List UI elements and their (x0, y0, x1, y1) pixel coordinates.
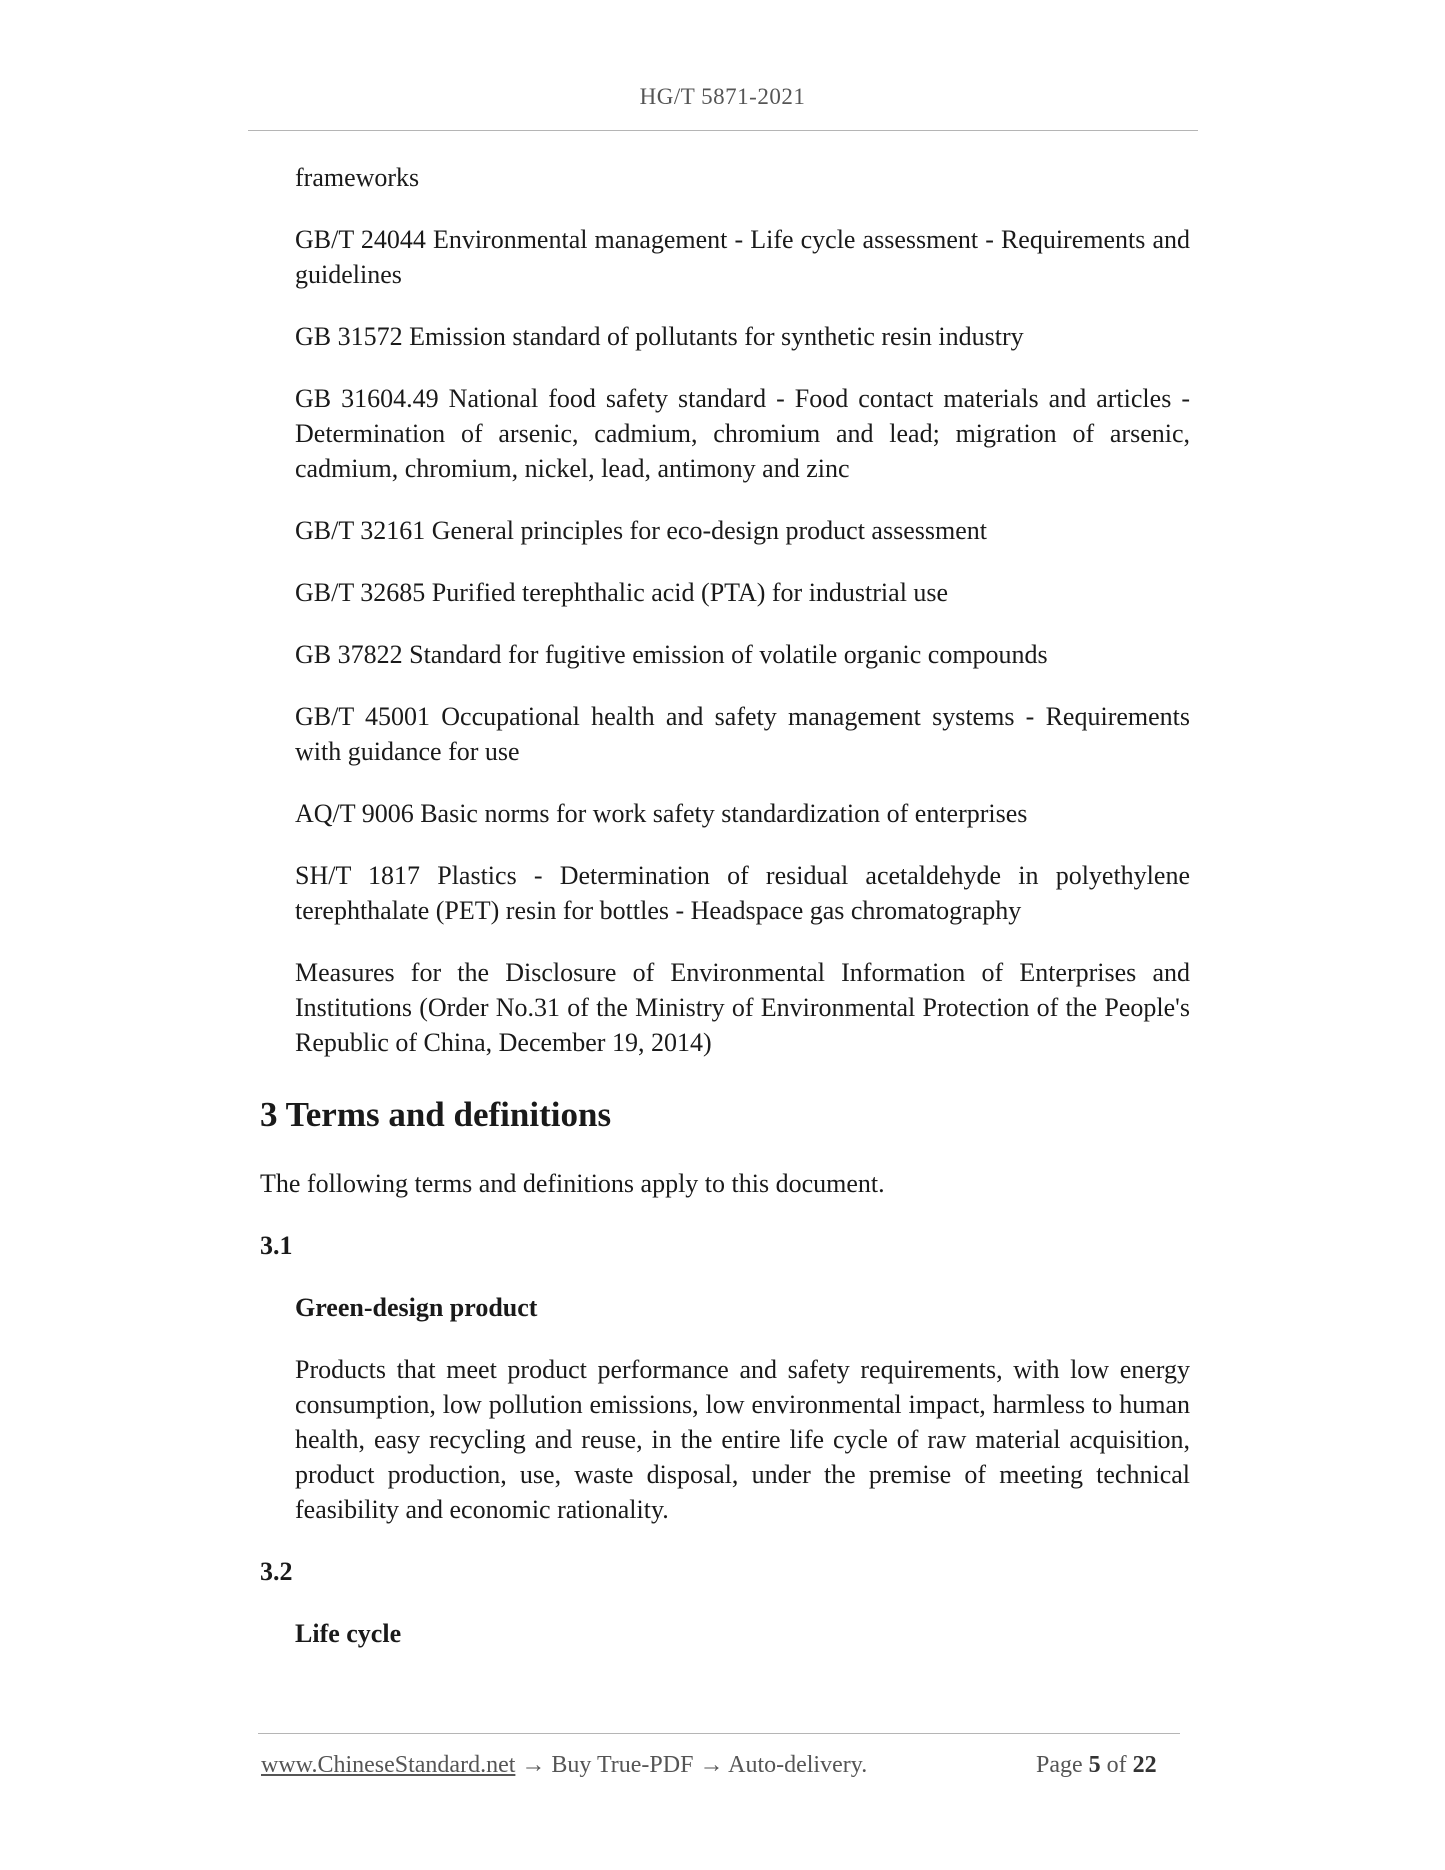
page-label: Page (1036, 1752, 1083, 1778)
total-page-number: 22 (1132, 1752, 1157, 1778)
page-of-label: of (1106, 1752, 1127, 1778)
page-indicator (1036, 1752, 1157, 1779)
footer-promo (261, 1752, 867, 1779)
reference-item: GB/T 32685 Purified terephthalic acid (PTA) for industrial use (295, 578, 949, 607)
reference-item: GB/T 45001 Occupational health and safety management systems - Requirements with guidance for use (295, 702, 1190, 766)
term-name: Life cycle (295, 1619, 402, 1648)
term-number: 3.2 (260, 1557, 293, 1586)
reference-item: GB/T 32161 General principles for eco-design product assessment (295, 516, 987, 545)
term-definition: Products that meet product performance and safety requirements, with low energy consumption, low pollution emissions, low environmental impact, harmless to human health, easy recycling and reuse, in the entire life cycle of raw material acquisition, product production, use, waste disposal, under the premise of meeting technical feasibility and economic rationality. (295, 1355, 1190, 1524)
term-number: 3.1 (260, 1231, 293, 1260)
reference-item: GB 37822 Standard for fugitive emission of volatile organic compounds (295, 640, 1048, 669)
reference-item: GB/T 24044 Environmental management - Life cycle assessment - Requirements and guidelines (295, 225, 1190, 289)
site-link[interactable]: www.ChineseStandard.net (261, 1752, 516, 1778)
reference-item: GB 31572 Emission standard of pollutants for synthetic resin industry (295, 322, 1024, 351)
reference-item: Measures for the Disclosure of Environmental Information of Enterprises and Institutions (Order No.31 of the Ministry of Environmental Protection of the People's Republic of China, December 19, 2014) (295, 958, 1190, 1057)
page-content (260, 160, 1190, 1651)
current-page-number: 5 (1088, 1752, 1101, 1778)
section-heading: 3 Terms and definitions (260, 1095, 612, 1134)
footer-divider (258, 1733, 1180, 1734)
reference-item: frameworks (295, 163, 420, 192)
reference-item: AQ/T 9006 Basic norms for work safety standardization of enterprises (295, 799, 1028, 828)
reference-item: GB 31604.49 National food safety standard - Food contact materials and articles - Determination of arsenic, cadmium, chromium and lead; migration of arsenic, cadmium, chromium, nickel, lead, antimony and zinc (295, 384, 1190, 483)
header-divider (248, 130, 1198, 131)
document-code-header: HG/T 5871-2021 (639, 84, 806, 109)
reference-item: SH/T 1817 Plastics - Determination of residual acetaldehyde in polyethylene terephthalate (PET) resin for bottles - Headspace gas chromatography (295, 861, 1190, 925)
term-name: Green-design product (295, 1293, 538, 1322)
footer-tagline: → Buy True-PDF → Auto-delivery. (515, 1752, 868, 1778)
section-intro: The following terms and definitions apply to this document. (260, 1169, 885, 1198)
